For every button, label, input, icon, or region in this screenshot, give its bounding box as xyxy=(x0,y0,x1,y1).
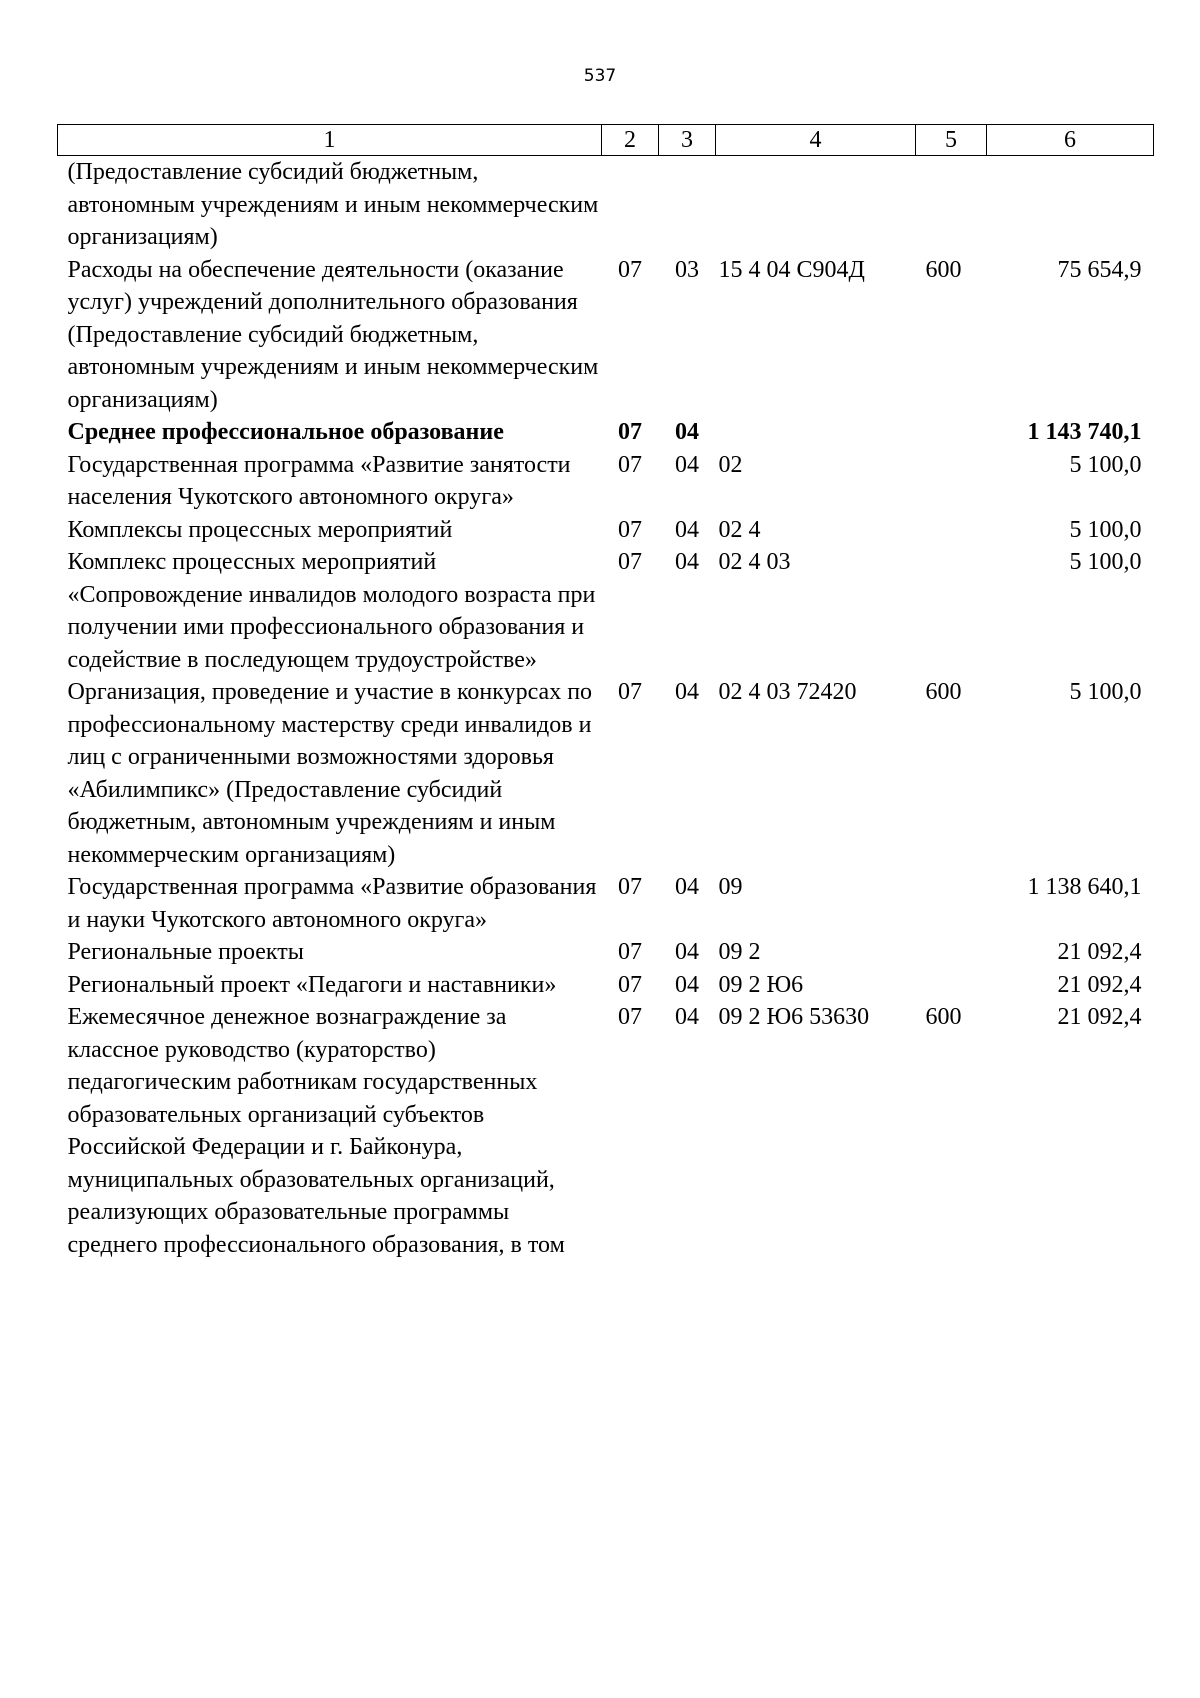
row-amount-cell: 5 100,0 xyxy=(1069,451,1142,478)
row-amount-cell: 1 143 740,1 xyxy=(1027,419,1142,445)
row-expense-type-cell: 600 xyxy=(925,256,962,283)
row-subsection-cell: 04 xyxy=(675,1004,699,1030)
row-name-cell: (Предоставление субсидий бюджетным, автономным учреждениям и иным некоммерческим организациям) xyxy=(67,159,599,250)
table-row xyxy=(58,1001,1154,1261)
header-col-4: 4 xyxy=(716,125,916,156)
row-amount-cell: 21 092,4 xyxy=(1057,971,1142,998)
row-section-cell: 07 xyxy=(618,939,642,965)
row-amount-cell: 1 138 640,1 xyxy=(1027,874,1142,900)
row-target-article-cell: 15 4 04 С904Д xyxy=(718,256,865,283)
row-name-cell: Региональный проект «Педагоги и наставники» xyxy=(67,971,557,998)
table-header xyxy=(58,125,1154,156)
row-target-article-cell: 09 2 Ю6 xyxy=(718,971,804,998)
row-target-article-cell: 02 xyxy=(718,451,743,478)
row-amount-cell: 75 654,9 xyxy=(1057,256,1142,283)
row-name-cell: Комплексы процессных мероприятий xyxy=(67,516,453,543)
row-subsection-cell: 04 xyxy=(675,516,699,543)
row-name-cell: Региональные проекты xyxy=(67,939,304,965)
row-amount-cell: 21 092,4 xyxy=(1057,939,1142,965)
header-col-6: 6 xyxy=(987,125,1154,156)
row-expense-type-cell: 600 xyxy=(925,1004,962,1030)
row-section-cell: 07 xyxy=(618,419,642,445)
row-section-cell: 07 xyxy=(618,971,642,998)
row-name-cell: Государственная программа «Развитие образования и науки Чукотского автономного округа» xyxy=(67,874,597,933)
row-subsection-cell: 04 xyxy=(675,549,699,575)
row-target-article-cell: 09 2 xyxy=(718,939,761,965)
row-expense-type-cell xyxy=(916,969,987,1002)
row-subsection-cell: 04 xyxy=(675,451,699,478)
table-row xyxy=(58,254,1154,417)
row-section-cell: 07 xyxy=(618,1004,642,1030)
row-section-cell: 07 xyxy=(618,516,642,543)
table-row xyxy=(58,416,1154,449)
row-expense-type-cell xyxy=(916,514,987,547)
row-expense-type-cell xyxy=(916,449,987,514)
row-expense-type-cell xyxy=(916,546,987,676)
row-amount-cell: 21 092,4 xyxy=(1057,1004,1142,1030)
table-row xyxy=(58,871,1154,936)
table-row xyxy=(58,546,1154,676)
row-expense-type-cell xyxy=(916,416,987,449)
table-row xyxy=(58,936,1154,969)
row-subsection-cell: 04 xyxy=(675,939,699,965)
row-name-cell: Среднее профессиональное образование xyxy=(67,419,504,445)
row-section-cell: 07 xyxy=(618,874,642,900)
table-body xyxy=(58,156,1154,1262)
row-amount-cell: 5 100,0 xyxy=(1069,549,1142,575)
row-amount-cell xyxy=(987,156,1154,254)
row-section-cell: 07 xyxy=(618,256,642,283)
row-expense-type-cell xyxy=(916,936,987,969)
row-target-article-cell: 09 2 Ю6 53630 xyxy=(718,1004,870,1030)
row-target-article-cell: 09 xyxy=(718,874,743,900)
row-subsection-cell: 03 xyxy=(675,256,699,283)
row-section-cell: 07 xyxy=(618,549,642,575)
row-name-cell: Ежемесячное денежное вознаграждение за классное руководство (кураторство) педагогическим работникам государственных образовательных организаций субъектов Российской Федерации и г. Байконура, муниципальных образовательных организаций, реализующих образовательные программы среднего профессионального образования, в том xyxy=(67,1004,565,1258)
row-expense-type-cell xyxy=(916,156,987,254)
row-section-cell: 07 xyxy=(618,451,642,478)
row-target-article-cell: 02 4 xyxy=(718,516,761,543)
header-col-5: 5 xyxy=(916,125,987,156)
row-subsection-cell: 04 xyxy=(675,874,699,900)
table-row xyxy=(58,514,1154,547)
table-row xyxy=(58,156,1154,254)
row-target-article-cell: 02 4 03 72420 xyxy=(718,679,857,705)
row-name-cell: Организация, проведение и участие в конкурсах по профессиональному мастерству среди инвалидов и лиц с ограниченными возможностями здоровья «Абилимпикс» (Предоставление субсидий бюджетным, автономным учреждениям и иным некоммерческим организациям) xyxy=(67,679,593,868)
table-row xyxy=(58,969,1154,1002)
header-row xyxy=(58,125,1154,156)
row-name-cell: Комплекс процессных мероприятий «Сопровождение инвалидов молодого возраста при получении ими профессионального образования и содействие в последующем трудоустройстве» xyxy=(67,549,596,673)
row-amount-cell: 5 100,0 xyxy=(1069,679,1142,705)
page-number: 537 xyxy=(583,66,617,86)
row-subsection-cell: 04 xyxy=(675,971,699,998)
row-section-cell xyxy=(602,156,659,254)
header-col-1: 1 xyxy=(58,125,602,156)
row-amount-cell: 5 100,0 xyxy=(1069,516,1142,543)
row-subsection-cell xyxy=(659,156,716,254)
row-subsection-cell: 04 xyxy=(675,679,699,705)
row-target-article-cell: 02 4 03 xyxy=(718,549,791,575)
row-name-cell: Расходы на обеспечение деятельности (оказание услуг) учреждений дополнительного образования (Предоставление субсидий бюджетным, автономным учреждениям и иным некоммерческим организациям) xyxy=(67,256,599,413)
row-expense-type-cell xyxy=(916,871,987,936)
row-target-article-cell xyxy=(716,156,916,254)
table-row xyxy=(58,449,1154,514)
row-subsection-cell: 04 xyxy=(675,419,699,445)
budget-table xyxy=(57,124,1154,1261)
row-section-cell: 07 xyxy=(618,679,642,705)
header-col-3: 3 xyxy=(659,125,716,156)
table-row xyxy=(58,676,1154,871)
header-col-2: 2 xyxy=(602,125,659,156)
row-expense-type-cell: 600 xyxy=(925,679,962,705)
row-target-article-cell xyxy=(716,416,916,449)
row-name-cell: Государственная программа «Развитие занятости населения Чукотского автономного округа» xyxy=(67,451,571,510)
